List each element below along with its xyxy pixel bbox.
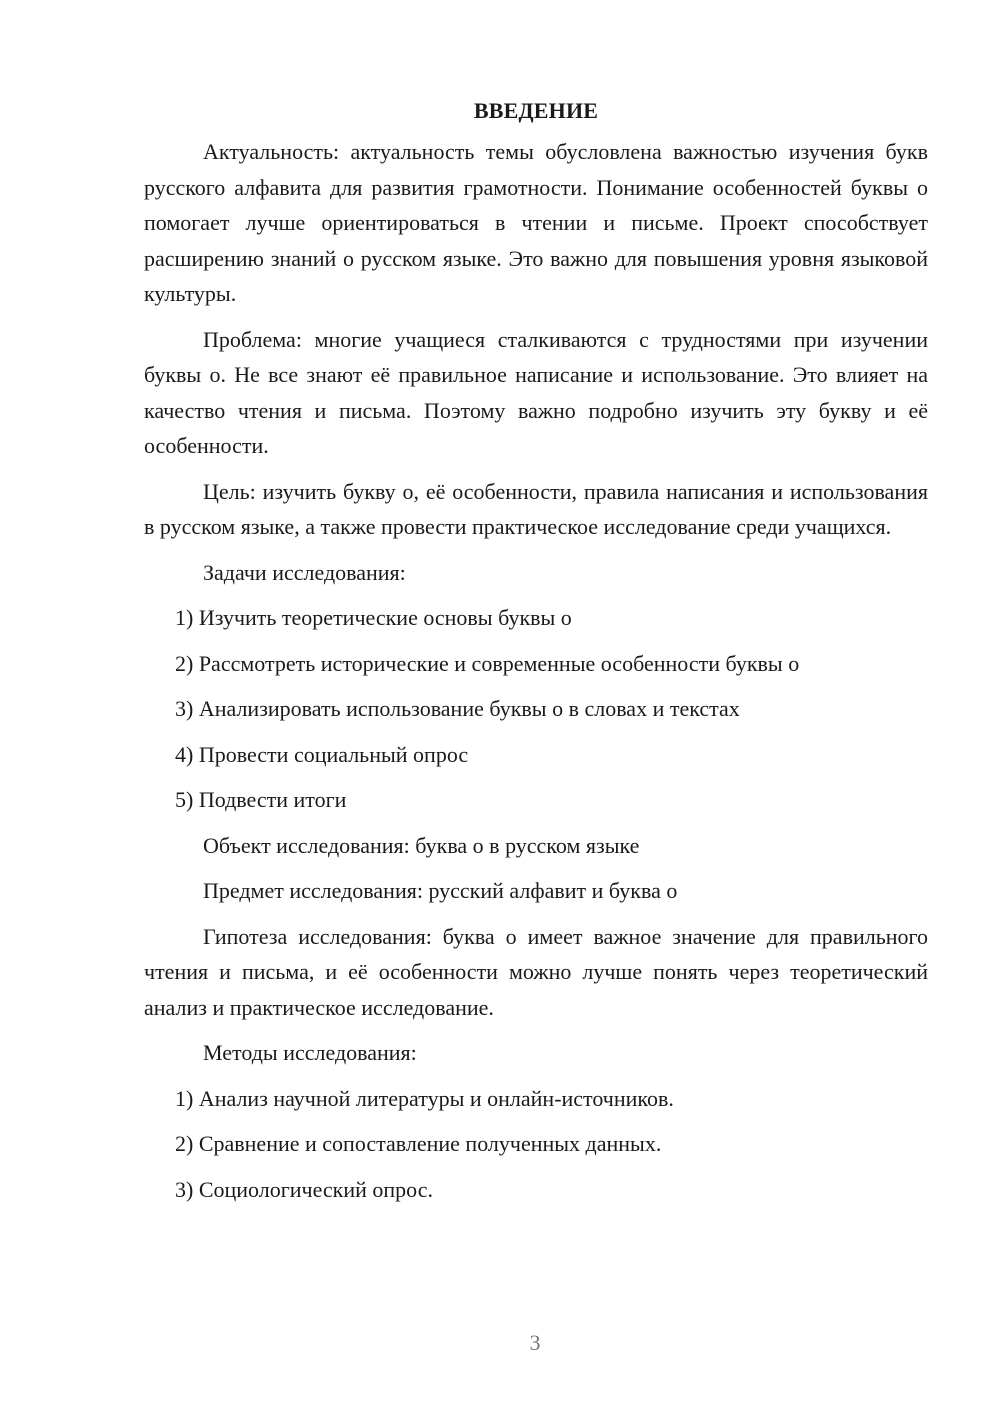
list-item: 3) Анализировать использование буквы о в словах и текстах — [175, 696, 740, 721]
tasks-heading: Задачи исследования: — [203, 559, 406, 585]
list-item: 2) Рассмотреть исторические и современные особенности буквы о — [175, 650, 800, 676]
list-item: 4) Провести социальный опрос — [175, 741, 469, 767]
hypothesis-paragraph: Гипотеза исследования: буква о имеет важное значение для правильного чтения и письма, и её особенности можно лучше понять через теоретический анализ и практическое исследование. — [144, 923, 928, 1020]
methods-heading: Методы исследования: — [203, 1040, 417, 1065]
relevance-paragraph: Актуальность: актуальность темы обусловлена важностью изучения букв русского алфавита для развития грамотности. Понимание особенностей буквы о помогает лучше ориентироваться в чтении и письме. Проект способствует расширению знаний о русском языке. Это важно для повышения уровня языковой культуры. — [144, 139, 928, 306]
methods-list — [144, 1081, 928, 1208]
tasks-list — [144, 600, 928, 818]
object-line: Объект исследования: буква о в русском языке — [203, 832, 640, 858]
goal-paragraph: Цель: изучить букву о, её особенности, правила написания и использования в русском языке, а также провести практическое исследование среди учащихся. — [144, 478, 928, 539]
list-item: 3) Социологический опрос. — [175, 1176, 433, 1202]
subject-line: Предмет исследования: русский алфавит и буква о — [203, 878, 678, 903]
list-item: 1) Анализ научной литературы и онлайн-источников. — [175, 1085, 674, 1111]
list-item: 2) Сравнение и сопоставление полученных данных. — [175, 1131, 662, 1156]
page-title: ВВЕДЕНИЕ — [473, 98, 599, 123]
list-item: 5) Подвести итоги — [175, 787, 347, 812]
document-page — [144, 94, 928, 1217]
list-item: 1) Изучить теоретические основы буквы о — [175, 605, 572, 630]
page-number: 3 — [529, 1330, 541, 1355]
problem-paragraph: Проблема: многие учащиеся сталкиваются с трудностями при изучении буквы о. Не все знают её правильное написание и использование. Это влияет на качество чтения и письма. Поэтому важно подробно изучить эту букву и её особенности. — [144, 326, 928, 458]
